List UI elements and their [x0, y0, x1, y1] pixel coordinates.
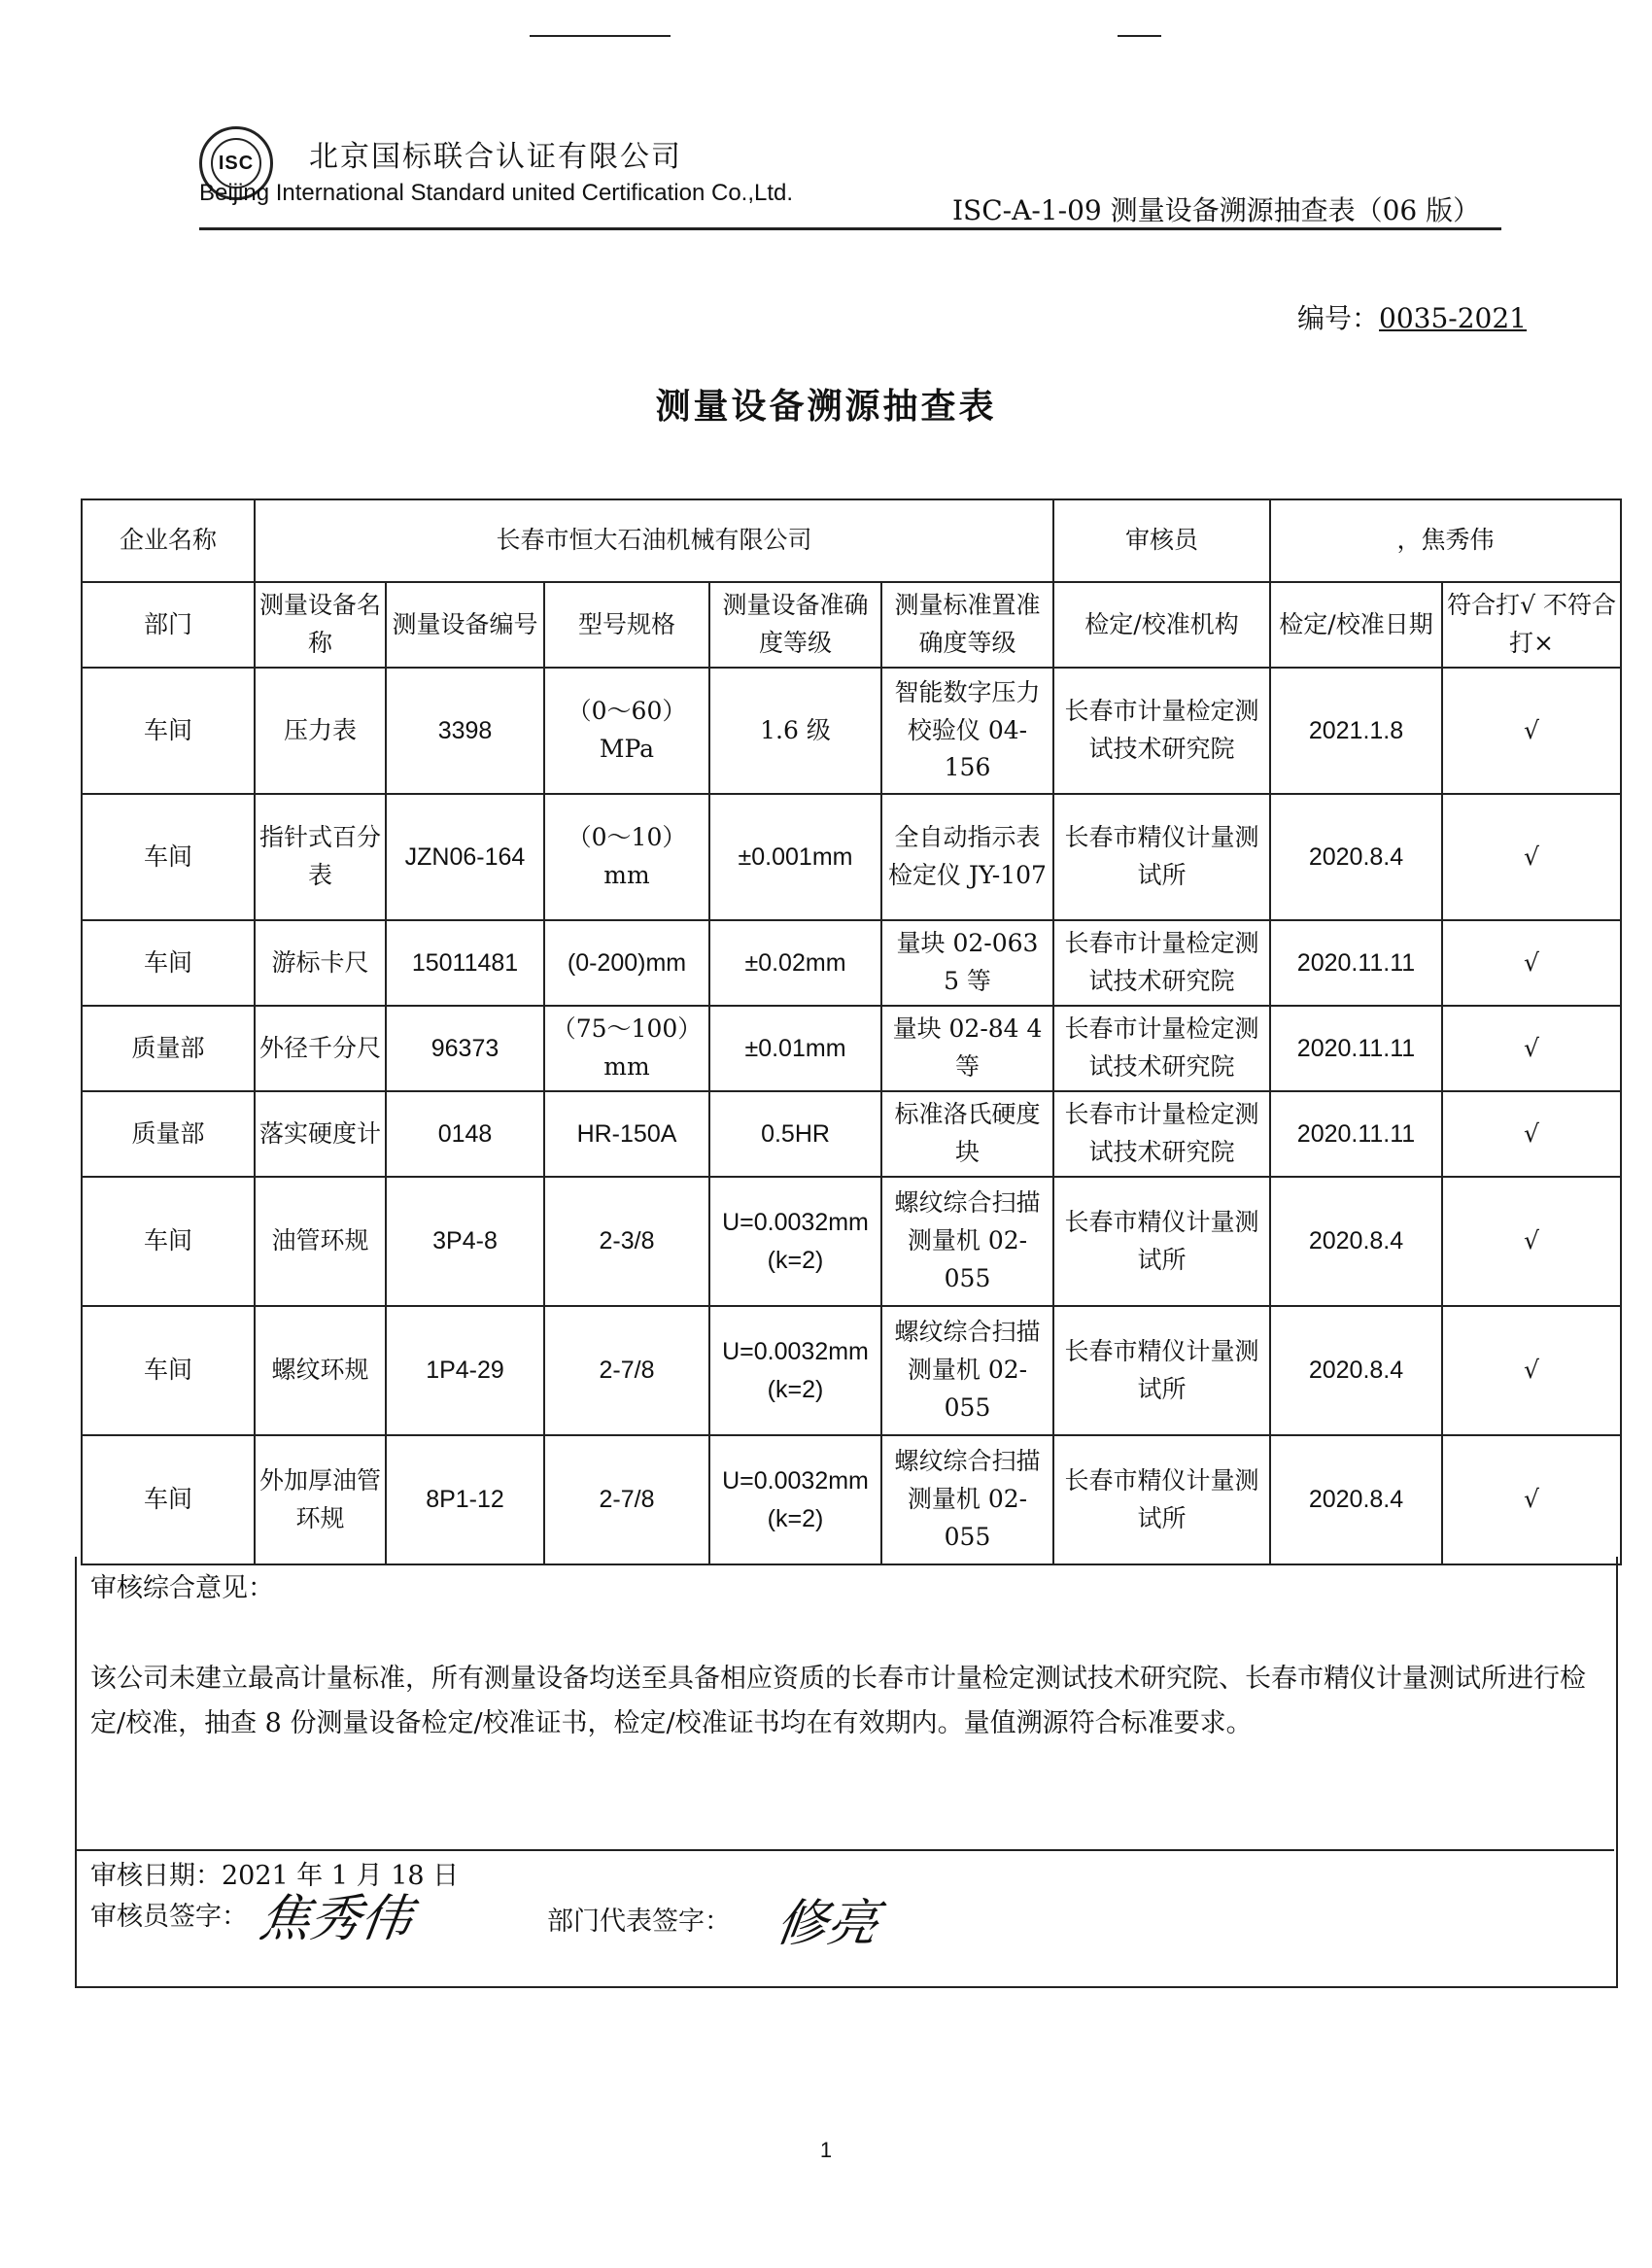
cell-spec: 2-3/8 — [544, 1177, 709, 1306]
cell-result: √ — [1442, 1306, 1621, 1435]
table-row — [82, 668, 1621, 794]
column-header-row — [82, 582, 1621, 668]
cell-institute: 长春市计量检定测试技术研究院 — [1053, 920, 1270, 1006]
cell-result: √ — [1442, 920, 1621, 1006]
cell-name: 螺纹环规 — [255, 1306, 386, 1435]
cell-standard: 螺纹综合扫描测量机 02-055 — [881, 1177, 1053, 1306]
company-label: 企业名称 — [82, 499, 255, 582]
cell-accuracy: 0.5HR — [709, 1091, 881, 1177]
company-row — [82, 499, 1621, 582]
review-date: 审核日期：2021 年 1 月 18 日 — [90, 1861, 460, 1891]
cell-name: 压力表 — [255, 668, 386, 794]
cell-spec: （75～100）mm — [544, 1006, 709, 1091]
col-header: 检定/校准机构 — [1053, 582, 1270, 668]
page-title: 测量设备溯源抽查表 — [655, 386, 997, 427]
cell-dept: 车间 — [82, 794, 255, 920]
cell-code: 8P1-12 — [386, 1435, 544, 1564]
cell-institute: 长春市精仪计量测试所 — [1053, 1306, 1270, 1435]
cell-dept: 车间 — [82, 668, 255, 794]
cell-date: 2021.1.8 — [1270, 668, 1442, 794]
cell-institute: 长春市精仪计量测试所 — [1053, 1177, 1270, 1306]
cell-standard: 螺纹综合扫描测量机 02-055 — [881, 1306, 1053, 1435]
cell-code: 15011481 — [386, 920, 544, 1006]
cell-spec: HR-150A — [544, 1091, 709, 1177]
cell-date: 2020.8.4 — [1270, 1306, 1442, 1435]
cell-result: √ — [1442, 1006, 1621, 1091]
col-header: 型号规格 — [544, 582, 709, 668]
cell-name: 外加厚油管环规 — [255, 1435, 386, 1564]
cell-name: 落实硬度计 — [255, 1091, 386, 1177]
cell-code: 1P4-29 — [386, 1306, 544, 1435]
cell-institute: 长春市计量检定测试技术研究院 — [1053, 1006, 1270, 1091]
dept-signature-label: 部门代表签字： — [547, 1907, 731, 1937]
cell-standard: 智能数字压力校验仪 04-156 — [881, 668, 1053, 794]
dept-signature: 修亮 — [773, 1895, 882, 1953]
col-header: 测量标准置准确度等级 — [881, 582, 1053, 668]
cell-accuracy: ±0.02mm — [709, 920, 881, 1006]
opinion-text: 该公司未建立最高计量标准，所有测量设备均送至具备相应资质的长春市计量检定测试技术研究院、长春市精仪计量测试所进行检定/校准，抽查 8 份测量设备检定/校准证书，检定/校准证书均在有效期内。量值溯源符合标准要求。 — [90, 1664, 1586, 1738]
company-name-cn: 北京国标联合认证有限公司 — [309, 140, 682, 174]
header-rule — [199, 227, 1501, 230]
table-row — [82, 1091, 1621, 1177]
cell-spec: (0-200)mm — [544, 920, 709, 1006]
cell-institute: 长春市精仪计量测试所 — [1053, 1435, 1270, 1564]
cell-accuracy: U=0.0032mm (k=2) — [709, 1306, 881, 1435]
cell-date: 2020.8.4 — [1270, 1177, 1442, 1306]
table-row — [82, 1006, 1621, 1091]
cell-dept: 车间 — [82, 1177, 255, 1306]
logo-text: ISC — [218, 152, 255, 174]
cell-date: 2020.11.11 — [1270, 1091, 1442, 1177]
company-value: 长春市恒大石油机械有限公司 — [255, 499, 1053, 582]
table-row — [82, 1177, 1621, 1306]
cell-spec: （0～60）MPa — [544, 668, 709, 794]
table-row — [82, 920, 1621, 1006]
cell-result: √ — [1442, 668, 1621, 794]
document-code: ISC-A-1-09 测量设备溯源抽查表（06 版） — [952, 194, 1481, 226]
col-header: 符合打√ 不符合打× — [1442, 582, 1621, 668]
table-row — [82, 794, 1621, 920]
cell-date: 2020.11.11 — [1270, 920, 1442, 1006]
cell-spec: 2-7/8 — [544, 1435, 709, 1564]
cell-spec: （0～10）mm — [544, 794, 709, 920]
cell-institute: 长春市计量检定测试技术研究院 — [1053, 668, 1270, 794]
auditor-signature: 焦秀伟 — [256, 1890, 416, 1948]
cell-code: 96373 — [386, 1006, 544, 1091]
table-row — [82, 1306, 1621, 1435]
equipment-table — [81, 498, 1622, 1565]
cell-code: 3398 — [386, 668, 544, 794]
cell-date: 2020.8.4 — [1270, 794, 1442, 920]
cell-code: 0148 — [386, 1091, 544, 1177]
cell-code: 3P4-8 — [386, 1177, 544, 1306]
col-header: 部门 — [82, 582, 255, 668]
col-header: 检定/校准日期 — [1270, 582, 1442, 668]
cell-standard: 螺纹综合扫描测量机 02-055 — [881, 1435, 1053, 1564]
cell-accuracy: U=0.0032mm (k=2) — [709, 1177, 881, 1306]
auditor-label: 审核员 — [1053, 499, 1270, 582]
cell-date: 2020.8.4 — [1270, 1435, 1442, 1564]
top-mark-right — [1118, 35, 1161, 37]
cell-code: JZN06-164 — [386, 794, 544, 920]
cell-result: √ — [1442, 1435, 1621, 1564]
cell-institute: 长春市精仪计量测试所 — [1053, 794, 1270, 920]
top-mark-left — [530, 35, 671, 37]
cell-dept: 质量部 — [82, 1091, 255, 1177]
cell-name: 游标卡尺 — [255, 920, 386, 1006]
opinion-label: 审核综合意见： — [90, 1573, 274, 1603]
signature-divider — [75, 1849, 1614, 1851]
cell-accuracy: 1.6 级 — [709, 668, 881, 794]
cell-name: 外径千分尺 — [255, 1006, 386, 1091]
cell-standard: 全自动指示表检定仪 JY-107 — [881, 794, 1053, 920]
cell-accuracy: U=0.0032mm (k=2) — [709, 1435, 881, 1564]
page-number: 1 — [819, 2138, 833, 2162]
serial-label: 编号： — [1297, 302, 1380, 334]
serial-number — [1297, 297, 1527, 336]
cell-result: √ — [1442, 794, 1621, 920]
cell-institute: 长春市计量检定测试技术研究院 — [1053, 1091, 1270, 1177]
cell-accuracy: ±0.01mm — [709, 1006, 881, 1091]
cell-date: 2020.11.11 — [1270, 1006, 1442, 1091]
cell-dept: 车间 — [82, 1306, 255, 1435]
auditor-value: ，焦秀伟 — [1270, 499, 1621, 582]
cell-accuracy: ±0.001mm — [709, 794, 881, 920]
col-header: 测量设备编号 — [386, 582, 544, 668]
cell-result: √ — [1442, 1177, 1621, 1306]
auditor-signature-label: 审核员签字： — [90, 1902, 248, 1932]
col-header: 测量设备准确度等级 — [709, 582, 881, 668]
cell-standard: 量块 02-063 5 等 — [881, 920, 1053, 1006]
cell-dept: 车间 — [82, 1435, 255, 1564]
serial-value: 0035-2021 — [1379, 302, 1527, 334]
cell-standard: 量块 02-84 4 等 — [881, 1006, 1053, 1091]
cell-standard: 标准洛氏硬度块 — [881, 1091, 1053, 1177]
cell-name: 油管环规 — [255, 1177, 386, 1306]
company-name-en: Beijing International Standard united Certification Co.,Ltd. — [199, 180, 794, 206]
table-row — [82, 1435, 1621, 1564]
cell-dept: 车间 — [82, 920, 255, 1006]
col-header: 测量设备名称 — [255, 582, 386, 668]
cell-name: 指针式百分表 — [255, 794, 386, 920]
cell-result: √ — [1442, 1091, 1621, 1177]
cell-dept: 质量部 — [82, 1006, 255, 1091]
cell-spec: 2-7/8 — [544, 1306, 709, 1435]
